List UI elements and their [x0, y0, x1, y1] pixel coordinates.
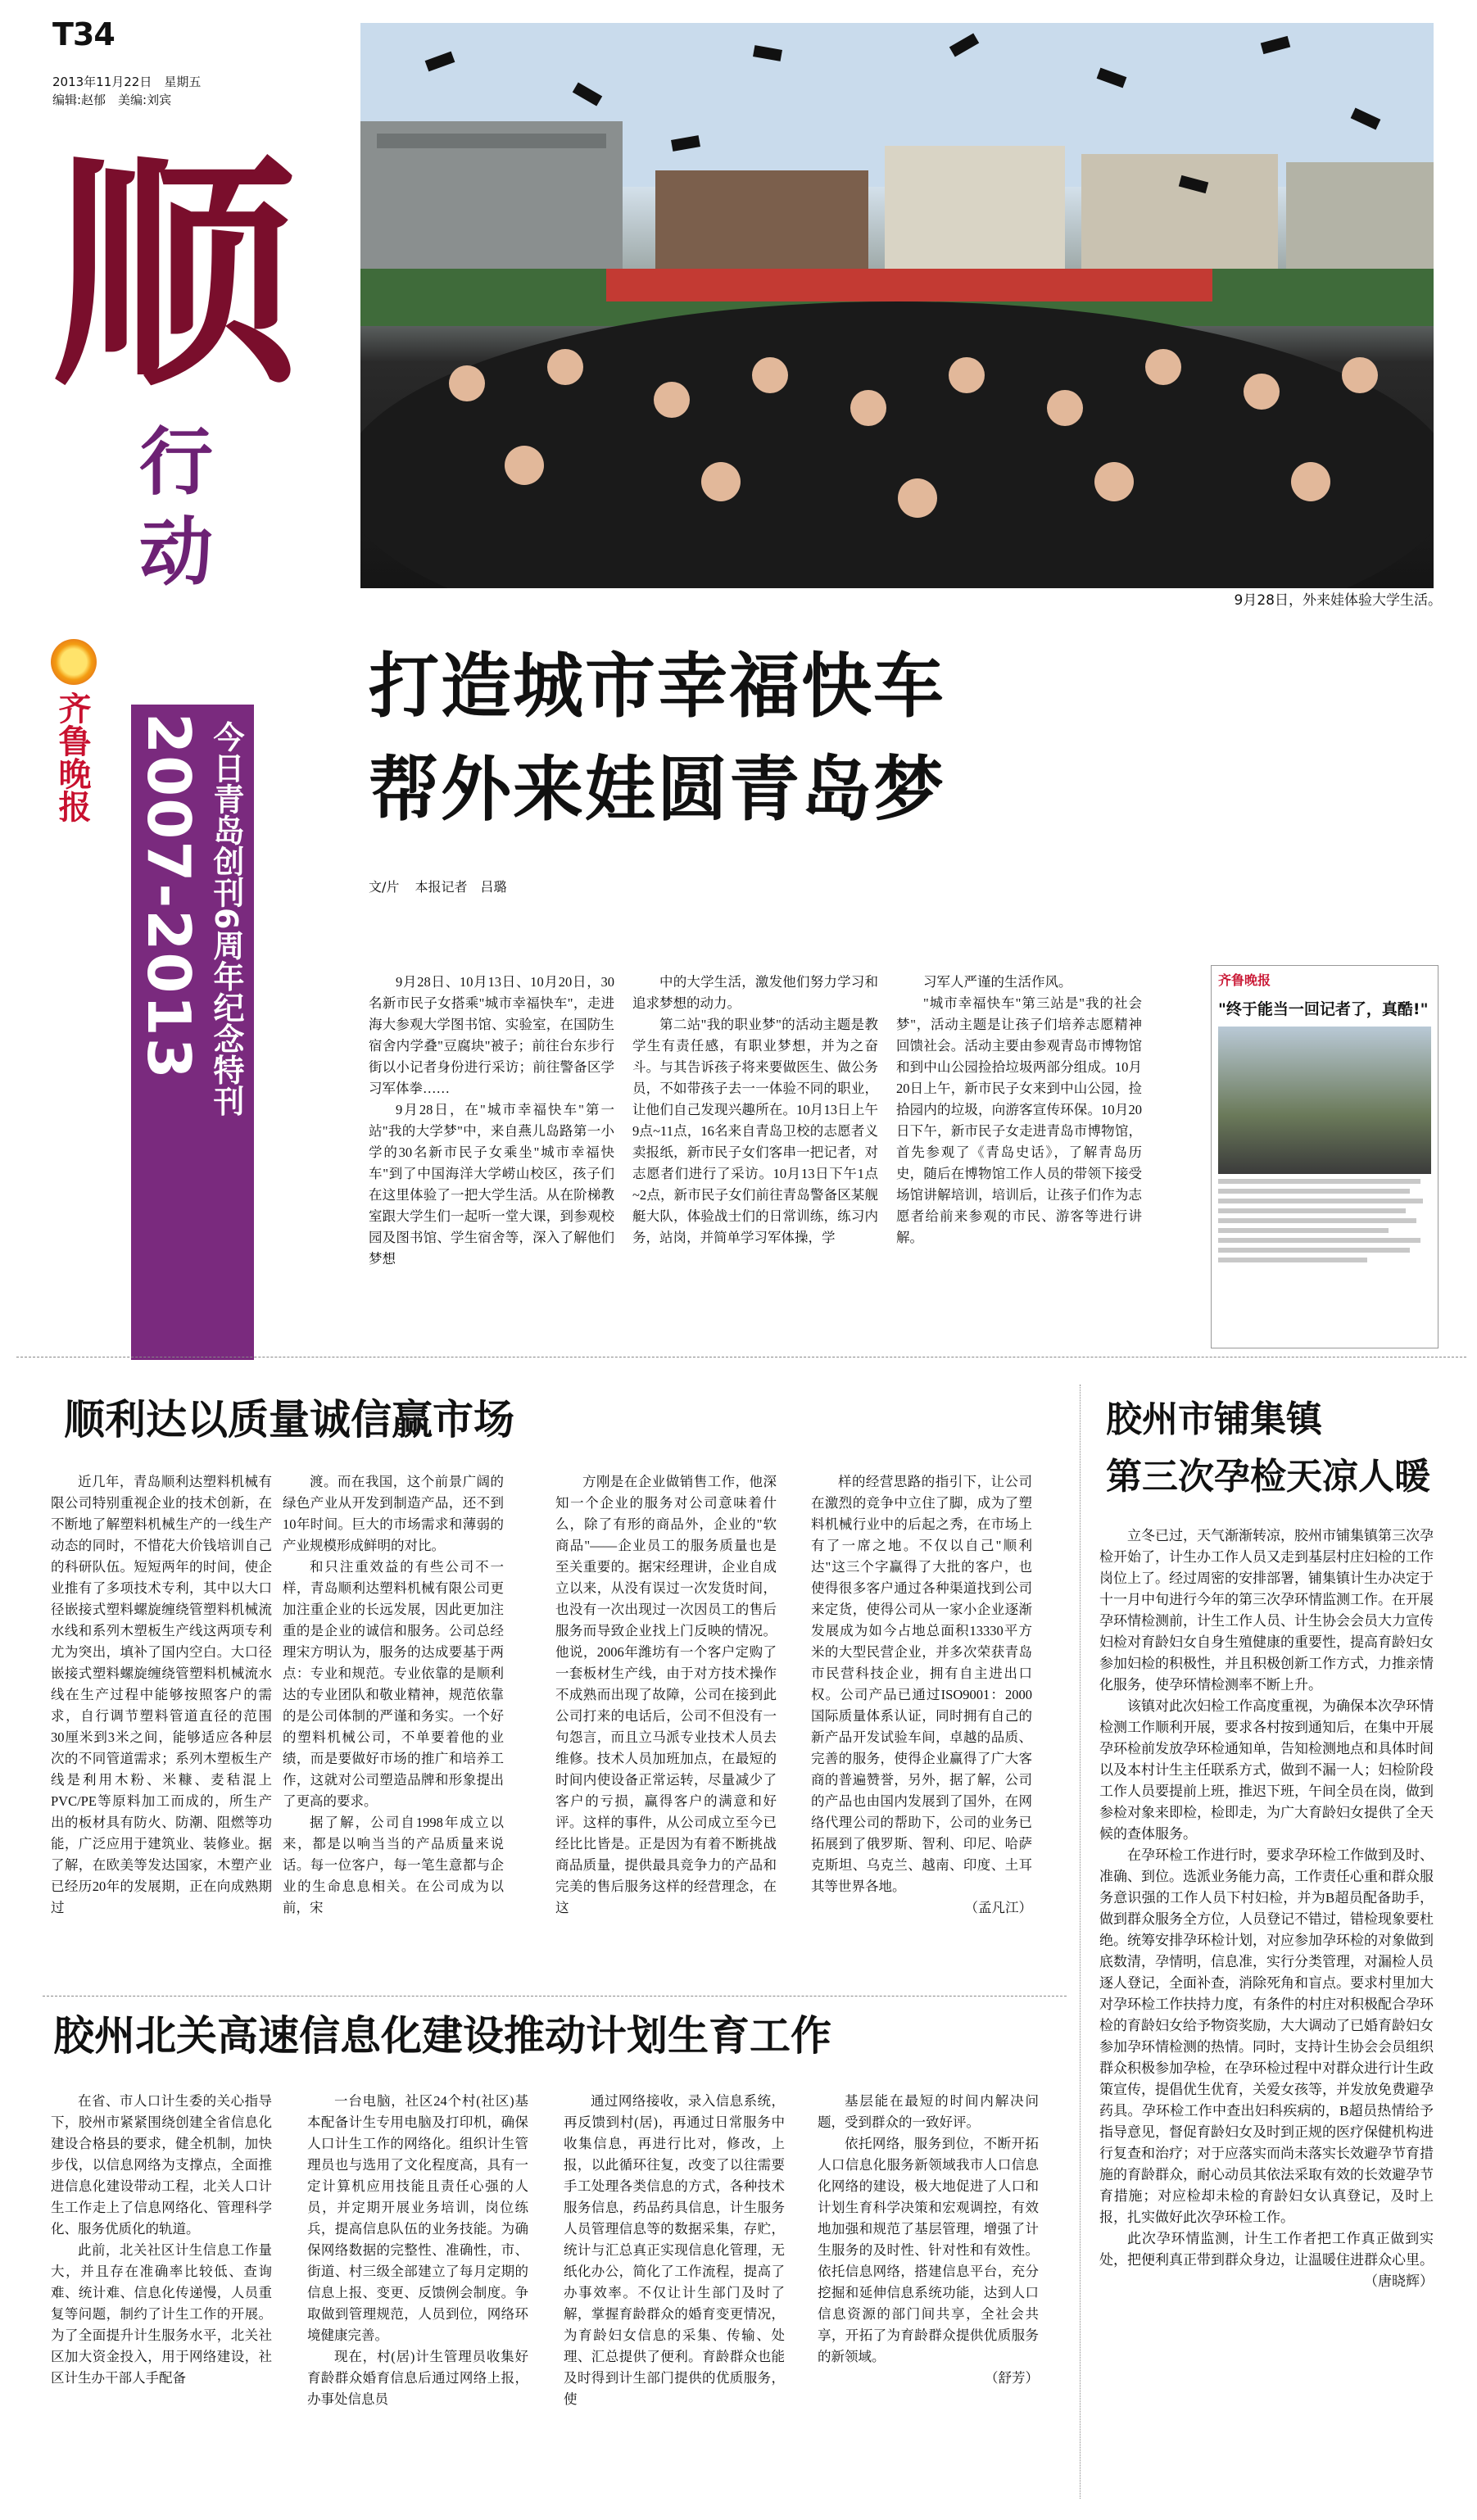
article1-column-1 [51, 1471, 286, 1919]
section-banner-character [51, 129, 297, 419]
section-banner-action [139, 418, 221, 598]
article-headline-puji-line2: 第三次孕检天凉人暖 [1106, 1456, 1430, 1498]
paragraph: 9月28日、10月13日、10月20日，30名新市民子女搭乘"城市幸福快车"，走进海大参观大学图书馆、实验室，在国防生宿舍内学叠"豆腐块"被子；前往台东步行街以小记者身份进行采访；前往警备区学习军体拳…… [369, 974, 614, 1096]
paragraph: 样的经营思路的指引下，让公司在激烈的竞争中立住了脚，成为了塑料机械行业中的后起之秀，在市场上有了一席之地。不仅以自己"顺利达"这三个字赢得了大批的客户，也使得很多客户通过各种渠道找到公司来定货，使得公司从一家小企业逐渐发展成为如今占地总面积13330平方米的大型民营企业，并多次荣获青岛市民营科技企业，拥有自主进出口权。公司产品已通过ISO9001：2000国际质量体系认证，同时拥有自己的新产品开发试验车间，卓越的品质、完善的服务，使得企业赢得了广大客商的普遍赞誉，另外，据了解，公司的产品也由国内发展到了国外，在网络代理公司的帮助下，公司的业务已拓展到了俄罗斯、智利、印尼、哈萨克斯坦、乌克兰、越南、印度、土耳其等世界各地。 [811, 1474, 1032, 1894]
feature-headline-line1: 打造城市幸福快车 [369, 646, 945, 727]
author-signature: （舒芳） [985, 2370, 1039, 2386]
paragraph: 通过网络接收，录入信息系统，再反馈到村(居)，再通过日常服务中收集信息，再进行比对，修改，上报，以此循环往复，改变了以往需要手工处理各类信息的方式，各种技术服务信息，药品药具信息，计生服务人员管理信息等的数据采集，存贮，统计与汇总真正实现信息化管理，无纸化办公，简化了工作流程，提高了办事效率。不仅让计生部门及时了解，掌握育龄群众的婚育变更情况，为育龄妇女信息的采集、传输、处理、汇总提供了便利。育龄群众也能及时得到计生部门提供的优质服务，使 [564, 2093, 785, 2407]
paragraph: 据了解，公司自1998年成立以来，都是以响当当的产品质量来说话。每一位客户，每一笔生意都与企业的生命息息相关。在公司成为以前，宋 [283, 1815, 504, 1915]
paragraph: 中的大学生活，激发他们努力学习和追求梦想的动力。 [632, 974, 878, 1011]
thumbnail-photo [1218, 1027, 1431, 1174]
sun-logo-icon [51, 639, 97, 685]
action-char-1: 行 [139, 419, 213, 505]
editor-credit: 编辑:赵郁 美编:刘宾 [52, 93, 172, 107]
paragraph: 现在，村(居)计生管理员收集好育龄群众婚育信息后通过网络上报，办事处信息员 [307, 2349, 528, 2407]
photo-caption: 9月28日，外来娃体验大学生活。 [1234, 592, 1442, 609]
feature-column-1 [369, 972, 614, 1270]
author-signature: （唐晓辉） [1364, 2273, 1434, 2289]
newspaper-logo [51, 639, 106, 823]
article1-column-4 [811, 1471, 1032, 1919]
paragraph: 依托网络，服务到位，不断开拓人口信息化服务新领域我市人口信息化网络的建设，极大地促进了人口和计划生育科学决策和宏观调控，有效地加强和规范了基层管理，增强了计生服务的及时性、针对性和有效性。依托信息网络，搭建信息平台，充分挖掘和延伸信息系统功能，达到人口信息资源的部门间共享，全社会共享，开拓了为育龄群众提供优质服务的新领域。 [818, 2136, 1039, 2364]
article-headline-shunlida: 顺利达以质量诚信赢市场 [64, 1396, 514, 1444]
thumbnail-text-lines [1218, 1179, 1431, 1262]
article3-column-4 [818, 2091, 1039, 2389]
original-page-thumbnail [1211, 965, 1438, 1348]
article-headline-beiguan: 胶州北关高速信息化建设推动计划生育工作 [53, 2012, 831, 2060]
column-divider [1080, 1385, 1081, 2499]
article1-column-2 [283, 1471, 518, 1919]
thumbnail-title: "终于能当一回记者了，真酷!" [1218, 1000, 1429, 1018]
paragraph: 方刚是在企业做销售工作，他深知一个企业的服务对公司意味着什么，除了有形的商品外，企业的"软商品"——企业员工的服务质量也是至关重要的。据宋经理讲，企业自成立以来，从没有误过一次发货时间，也没有一次出现过一次因员工的售后服务而导致企业找上门反映的情况。他说，2006年潍坊有一个客户定购了一套板材生产线，由于对方技术操作不成熟而出现了故障，公司在接到此公司打来的电话后，公司不但没有一句怨言，而且立马派专业技术人员去维修。技术人员加班加点，在最短的时间内使设备正常运转，尽量减少了客户的亏损，赢得客户的满意和好评。这样的事件，从公司成立至今已经比比皆是。正是因为有着不断挑战商品质量，提供最具竞争力的产品和完美的售后服务这样的经营理念，在这 [555, 1474, 777, 1915]
paragraph: 近几年，青岛顺利达塑料机械有限公司特别重视企业的技术创新，在不断地了解塑料机械生产的一线生产动态的同时，不惜花大价钱培训自己的科研队伍。短短两年的时间，使企业推有了多项技术专利，其中以大口径嵌接式塑料螺旋缠绕管塑料机械流水线和系列木塑板生产线这两项专利尤为突出，填补了国内空白。大口径嵌接式塑料螺旋缠绕管塑料机械流水线在生产过程中能够按照客户的需求，自行调节塑料管道直径的范围 30厘米到3米之间，能够适应各种层次的不同管道需求；系列木塑板生产线是利用木粉、米糠、麦秸混上PVC/PE等原料加工而成的，所生产出的板材具有防火、防潮、阻燃等功能，广泛应用于建筑业、装修业。据了解，在欧美等发达国家，木塑产业已经历20年的发展期，正在向成熟期过 [51, 1474, 286, 1915]
paragraph: 该镇对此次妇检工作高度重视，为确保本次孕环情检测工作顺利开展，要求各村按到通知后，在集中开展孕环检前发放孕环检通知单，告知检测地点和具体时间以及本村计生主任联系方式，做到不漏一人；妇检阶段工作人员要提前上班，推迟下班，午间全员在岗，做到参检对象来即检，检即走，为广大育龄妇女提供了全天候的查体服务。 [1099, 1698, 1434, 1842]
paragraph: 和只注重效益的有些公司不一样，青岛顺利达塑料机械有限公司更加注重企业的长远发展，因此更加注重的是企业的诚信和服务。公司总经理宋方明认为，服务的达成要基于两点：专业和规范。专业依靠的是顺利达的专业团队和敬业精神，规范依靠的是公司体制的严谨和务实。一个好的塑料机械公司，不单要着他的业绩，而是要做好市场的推广和培养工作，这就对公司塑造品牌和形象提出了更高的要求。 [283, 1559, 504, 1809]
paragraph: 在省、市人口计生委的关心指导下，胶州市紧紧围绕创建全省信息化建设合格县的要求，健全机制，加快步伐，以信息网络为支撑点，全面推进信息化建设带动工程，北关人口计生工作走上了信息网络化、管理科学化、服务优质化的轨道。 [51, 2093, 272, 2237]
graduation-photo [360, 23, 1434, 588]
paragraph: 此次孕环情监测，计生工作者把工作真正做到实处，把便利真正带到群众身边，让温暖住进群众心里。 [1099, 2231, 1434, 2268]
author-signature: （孟凡江） [964, 1900, 1032, 1915]
byline-label: 文/片 [369, 879, 400, 895]
anniversary-years: 2007-2013 [134, 713, 203, 1081]
byline-reporter: 本报记者 吕璐 [415, 879, 507, 895]
article3-column-3 [564, 2091, 785, 2410]
paragraph: 一台电脑，社区24个村(社区)基本配备计生专用电脑及打印机，确保人口计生工作的网络化。组织计生管理员也与选用了文化程度高，具有一定计算机应用技能且责任心强的人员，并定期开展业务培训，岗位练兵，提高信息队伍的业务技能。为确保网络数据的完整性、准确性，市、街道、村三级全部建立了每月定期的信息上报、变更、反馈例会制度。争取做到管理规范，人员到位，网络环境健康完善。 [307, 2093, 528, 2343]
paragraph: 渡。而在我国，这个前景广阔的绿色产业从开发到制造产品，还不到 10年时间。巨大的市场需求和薄弱的产业规模形成鲜明的对比。 [283, 1474, 518, 1553]
article-headline-puji-line1: 胶州市铺集镇 [1106, 1398, 1322, 1440]
paragraph: "城市幸福快车"第三站是"我的社会梦"，活动主题是让孩子们培养志愿精神回馈社会。活动主要由参观青岛市博物馆和到中山公园捡拾垃圾两部分组成。10月20日上午，新市民子女来到中山公园，捡拾园内的垃圾，向游客宣传环保。10月20日下午，新市民子女走进青岛市博物馆，首先参观了《青岛史话》，了解青岛历史，随后在博物馆工作人员的带领下接受场馆讲解培训，培训后，让孩子们作为志愿者给前来参观的市民、游客等进行讲解。 [896, 995, 1142, 1245]
newspaper-logo-text: 齐鲁晚报 [53, 691, 92, 823]
issue-date: 2013年11月22日 星期五 [52, 75, 202, 89]
article3-column-1 [51, 2091, 272, 2389]
article3-column-2 [307, 2091, 528, 2410]
paragraph: 基层能在最短的时间内解决问题，受到群众的一致好评。 [818, 2093, 1039, 2130]
paragraph: 9月28日，在"城市幸福快车"第一站"我的大学梦"中，来自燕儿岛路第一小学的30名新市民子女乘坐"城市幸福快车"到了中国海洋大学崂山校区，孩子们在这里体验了一把大学生活。从在阶梯教室跟大学生们一起听一堂大课，到参观校园及图书馆、学生宿舍等，深入了解他们梦想 [369, 1102, 614, 1267]
thumbnail-masthead: 齐鲁晚报 [1218, 972, 1271, 988]
byline [369, 878, 519, 896]
action-char-2: 动 [139, 510, 213, 596]
paragraph: 立冬已过，天气渐渐转凉，胶州市铺集镇第三次孕检开始了，计生办工作人员又走到基层村庄妇检的工作岗位上了。经过周密的安排部署，铺集镇计生办决定于十一月中旬进行今年的第三次孕环情监测工作。在开展孕环情检测前，计生工作人员、计生协会会员大力宣传妇检对育龄妇女自身生殖健康的重要性，提高育龄妇女参加妇检的积极性，并且积极创新工作方式，力推亲情化服务，使孕环情检测率不断上升。 [1099, 1528, 1434, 1693]
feature-headline-line2: 帮外来娃圆青岛梦 [369, 749, 945, 831]
paragraph: 第二站"我的职业梦"的活动主题是教学生有责任感，有职业梦想，并为之奋斗。与其告诉孩子将来要做医生、做公务员，不如带孩子去一一体验不同的职业，让他们自己发现兴趣所在。10月13日上午9点~11点，16名来自青岛卫校的志愿者义卖报纸，新市民子女们客串一把记者，对志愿者们进行了采访。10月13日下午1点~2点，新市民子女们前往青岛警备区某舰艇大队，体验战士们的日常训练，练习内务，站岗，并简单学习军体操，学 [632, 1017, 878, 1245]
page-number: T34 [52, 16, 115, 52]
article1-column-3 [555, 1471, 777, 1919]
feature-column-3 [896, 972, 1142, 1249]
paragraph: 习军人严谨的生活作风。 [923, 974, 1072, 990]
shun-glyph: 顺 [51, 129, 297, 419]
article2-column [1099, 1525, 1434, 2292]
anniversary-subtitle: 今日青岛创刊6周年纪念特刊 [208, 721, 244, 1117]
paragraph: 此前，北关社区计生信息工作量大，并且存在准确率比较低、查询难、统计难、信息化传递慢，人员重复等问题，制约了计生工作的开展。为了全面提升计生服务水平，北关社区加大资金投入，用于网络建设，社区计生办干部人手配备 [51, 2242, 272, 2386]
section-divider [43, 1996, 1067, 1997]
paragraph: 在孕环检工作进行时，要求孕环检工作做到及时、准确、到位。选派业务能力高，工作责任心重和群众服务意识强的工作人员下村妇检，并为B超员配备助手，做到群众服务全方位，人员登记不错过，错检现象要杜绝。统筹安排孕环检计划，对应参加孕环检的对象做到底数清，孕情明，信息准，实行分类管理，对漏检人员逐人登记，全面补查，消除死角和盲点。要求村里加大对孕环检工作扶持力度，有条件的村庄对积极配合孕环检的育龄妇女给予物资奖励，大大调动了已婚育龄妇女参加孕环情检测的热情。同时，支持计生协会会员组织群众积极参加孕检，在孕环检过程中对群众进行计生政策宣传，提倡优生优育，关爱女孩等，并发放免费避孕药具。孕环检工作中查出妇科疾病的，B超员热情给予指导意见，督促育龄妇女及时到正规的医疗保健机构进行复查和治疗；对于应落实而尚未落实长效避孕节育措施的育龄群众，耐心动员其依法采取有效的长效避孕节育措施；对应检却未检的育龄妇女认真登记，及时上报，扎实做好此次孕环检工作。 [1099, 1847, 1434, 2225]
feature-column-2 [632, 972, 878, 1249]
